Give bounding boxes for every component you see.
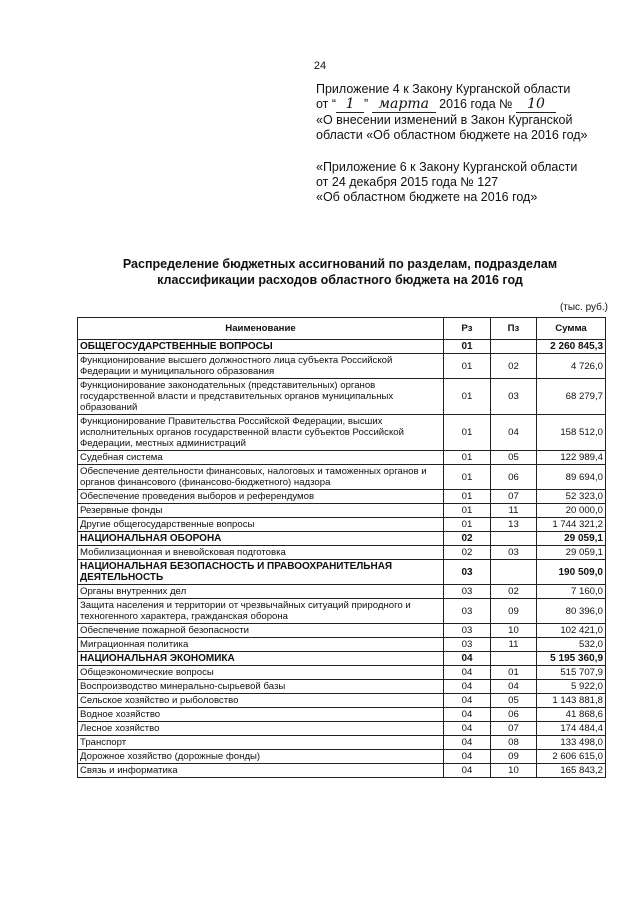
row-pz (491, 560, 537, 585)
appendix-year-label: 2016 года № (439, 97, 513, 111)
appendix-original-header (316, 160, 616, 205)
row-sum: 52 323,0 (537, 490, 606, 504)
row-pz: 04 (491, 680, 537, 694)
table-row (78, 638, 606, 652)
row-sum: 165 843,2 (537, 764, 606, 778)
row-rz: 01 (444, 504, 491, 518)
row-sum: 41 868,6 (537, 708, 606, 722)
row-sum: 5 922,0 (537, 680, 606, 694)
table-row (78, 504, 606, 518)
row-rz: 01 (444, 490, 491, 504)
row-sum: 20 000,0 (537, 504, 606, 518)
row-rz: 02 (444, 546, 491, 560)
table-row (78, 451, 606, 465)
row-name: Другие общегосударственные вопросы (78, 518, 444, 532)
row-sum: 190 509,0 (537, 560, 606, 585)
table-row (78, 694, 606, 708)
appendix-line-1: Приложение 4 к Закону Курганской области (316, 82, 571, 96)
row-name: НАЦИОНАЛЬНАЯ ОБОРОНА (78, 532, 444, 546)
table-row (78, 708, 606, 722)
row-rz: 04 (444, 652, 491, 666)
row-sum: 2 606 615,0 (537, 750, 606, 764)
appendix-line-4: области «Об областном бюджете на 2016 год» (316, 128, 588, 142)
table-row (78, 490, 606, 504)
row-rz: 04 (444, 680, 491, 694)
row-pz: 09 (491, 750, 537, 764)
row-sum: 29 059,1 (537, 546, 606, 560)
document-title (60, 256, 620, 288)
row-rz: 03 (444, 624, 491, 638)
row-rz: 04 (444, 666, 491, 680)
row-sum: 5 195 360,9 (537, 652, 606, 666)
row-rz: 04 (444, 708, 491, 722)
row-sum: 1 143 881,8 (537, 694, 606, 708)
section-row (78, 652, 606, 666)
header-rz: Рз (444, 318, 491, 340)
row-pz: 11 (491, 504, 537, 518)
row-pz: 02 (491, 354, 537, 379)
row-sum: 4 726,0 (537, 354, 606, 379)
row-sum: 102 421,0 (537, 624, 606, 638)
units-label: (тыс. руб.) (559, 302, 608, 313)
row-rz: 03 (444, 599, 491, 624)
row-name: Обеспечение пожарной безопасности (78, 624, 444, 638)
row-name: Мобилизационная и вневойсковая подготовка (78, 546, 444, 560)
table-row (78, 585, 606, 599)
row-pz (491, 532, 537, 546)
row-pz: 03 (491, 379, 537, 415)
row-pz: 05 (491, 451, 537, 465)
table-row (78, 722, 606, 736)
row-rz: 03 (444, 638, 491, 652)
row-name: Транспорт (78, 736, 444, 750)
row-sum: 1 744 321,2 (537, 518, 606, 532)
header-name: Наименование (78, 318, 444, 340)
row-rz: 04 (444, 722, 491, 736)
row-pz: 04 (491, 415, 537, 451)
row-name: Общеэкономические вопросы (78, 666, 444, 680)
title-line-1: Распределение бюджетных ассигнований по разделам, подразделам (122, 257, 558, 271)
row-name: Судебная система (78, 451, 444, 465)
row-pz: 07 (491, 490, 537, 504)
row-name: Резервные фонды (78, 504, 444, 518)
budget-table (77, 317, 606, 778)
row-name: Сельское хозяйство и рыболовство (78, 694, 444, 708)
row-pz: 10 (491, 764, 537, 778)
row-sum: 174 484,4 (537, 722, 606, 736)
row-rz: 01 (444, 340, 491, 354)
row-pz: 06 (491, 465, 537, 490)
row-name: Органы внутренних дел (78, 585, 444, 599)
row-sum: 158 512,0 (537, 415, 606, 451)
row-rz: 01 (444, 354, 491, 379)
title-line-2: классификации расходов областного бюджета на 2016 год (157, 273, 523, 287)
row-rz: 01 (444, 518, 491, 532)
row-name: Функционирование Правительства Российской Федерации, высших исполнительных органов государственной власти субъектов Российской Федерации, местных администраций (78, 415, 444, 451)
row-rz: 01 (444, 415, 491, 451)
row-pz (491, 652, 537, 666)
row-rz: 03 (444, 585, 491, 599)
row-name: Воспроизводство минерально-сырьевой базы (78, 680, 444, 694)
appendix-line-3: «О внесении изменений в Закон Курганской (316, 113, 573, 127)
row-name: НАЦИОНАЛЬНАЯ БЕЗОПАСНОСТЬ И ПРАВООХРАНИТЕЛЬНАЯ ДЕЯТЕЛЬНОСТЬ (78, 560, 444, 585)
row-name: Функционирование высшего должностного лица субъекта Российской Федерации и муниципального образования (78, 354, 444, 379)
page-number: 24 (313, 60, 327, 72)
appendix-day: 1 (336, 97, 364, 113)
row-sum: 532,0 (537, 638, 606, 652)
row-name: Дорожное хозяйство (дорожные фонды) (78, 750, 444, 764)
row-name: Защита населения и территории от чрезвычайных ситуаций природного и техногенного характера, гражданская оборона (78, 599, 444, 624)
row-sum: 133 498,0 (537, 736, 606, 750)
header-pz: Пз (491, 318, 537, 340)
row-rz: 01 (444, 379, 491, 415)
table-row (78, 379, 606, 415)
row-sum: 29 059,1 (537, 532, 606, 546)
row-pz (491, 340, 537, 354)
row-name: Лесное хозяйство (78, 722, 444, 736)
row-rz: 04 (444, 694, 491, 708)
row-sum: 89 694,0 (537, 465, 606, 490)
row-sum: 68 279,7 (537, 379, 606, 415)
appendix-month: марта (372, 97, 436, 113)
table-row (78, 546, 606, 560)
row-pz: 11 (491, 638, 537, 652)
row-rz: 04 (444, 736, 491, 750)
appendix-number: 10 (516, 97, 556, 113)
row-pz: 13 (491, 518, 537, 532)
table-header-row (78, 318, 606, 340)
row-sum: 80 396,0 (537, 599, 606, 624)
table-row (78, 415, 606, 451)
appendix2-line-2: от 24 декабря 2015 года № 127 (316, 175, 499, 189)
table-row (78, 750, 606, 764)
appendix-from-label: от (316, 97, 329, 111)
row-pz: 05 (491, 694, 537, 708)
row-name: Функционирование законодательных (представительных) органов государственной власти и представительных органов муниципальных образований (78, 379, 444, 415)
row-rz: 03 (444, 560, 491, 585)
row-rz: 01 (444, 451, 491, 465)
table-row (78, 680, 606, 694)
row-name: НАЦИОНАЛЬНАЯ ЭКОНОМИКА (78, 652, 444, 666)
row-name: Связь и информатика (78, 764, 444, 778)
row-pz: 10 (491, 624, 537, 638)
appendix2-line-3: «Об областном бюджете на 2016 год» (316, 190, 538, 204)
table-row (78, 624, 606, 638)
row-pz: 06 (491, 708, 537, 722)
row-sum: 515 707,9 (537, 666, 606, 680)
row-rz: 01 (444, 465, 491, 490)
row-rz: 02 (444, 532, 491, 546)
row-pz: 07 (491, 722, 537, 736)
row-name: Обеспечение деятельности финансовых, налоговых и таможенных органов и органов финансового (финансово-бюджетного) надзора (78, 465, 444, 490)
table-row (78, 354, 606, 379)
appendix-header (316, 82, 616, 143)
table-row (78, 736, 606, 750)
row-sum: 122 989,4 (537, 451, 606, 465)
table-row (78, 465, 606, 490)
table-row (78, 599, 606, 624)
section-row (78, 560, 606, 585)
table-row (78, 764, 606, 778)
table-row (78, 518, 606, 532)
row-pz: 01 (491, 666, 537, 680)
row-pz: 08 (491, 736, 537, 750)
row-name: Миграционная политика (78, 638, 444, 652)
row-sum: 2 260 845,3 (537, 340, 606, 354)
row-name: Обеспечение проведения выборов и референдумов (78, 490, 444, 504)
row-name: ОБЩЕГОСУДАРСТВЕННЫЕ ВОПРОСЫ (78, 340, 444, 354)
appendix2-line-1: «Приложение 6 к Закону Курганской области (316, 160, 578, 174)
row-name: Водное хозяйство (78, 708, 444, 722)
row-pz: 02 (491, 585, 537, 599)
table-row (78, 666, 606, 680)
row-sum: 7 160,0 (537, 585, 606, 599)
row-pz: 03 (491, 546, 537, 560)
section-row (78, 340, 606, 354)
row-rz: 04 (444, 750, 491, 764)
row-rz: 04 (444, 764, 491, 778)
header-sum: Сумма (537, 318, 606, 340)
section-row (78, 532, 606, 546)
row-pz: 09 (491, 599, 537, 624)
appendix-line-2: от “ 1 ” марта 2016 года № 10 (316, 97, 616, 113)
